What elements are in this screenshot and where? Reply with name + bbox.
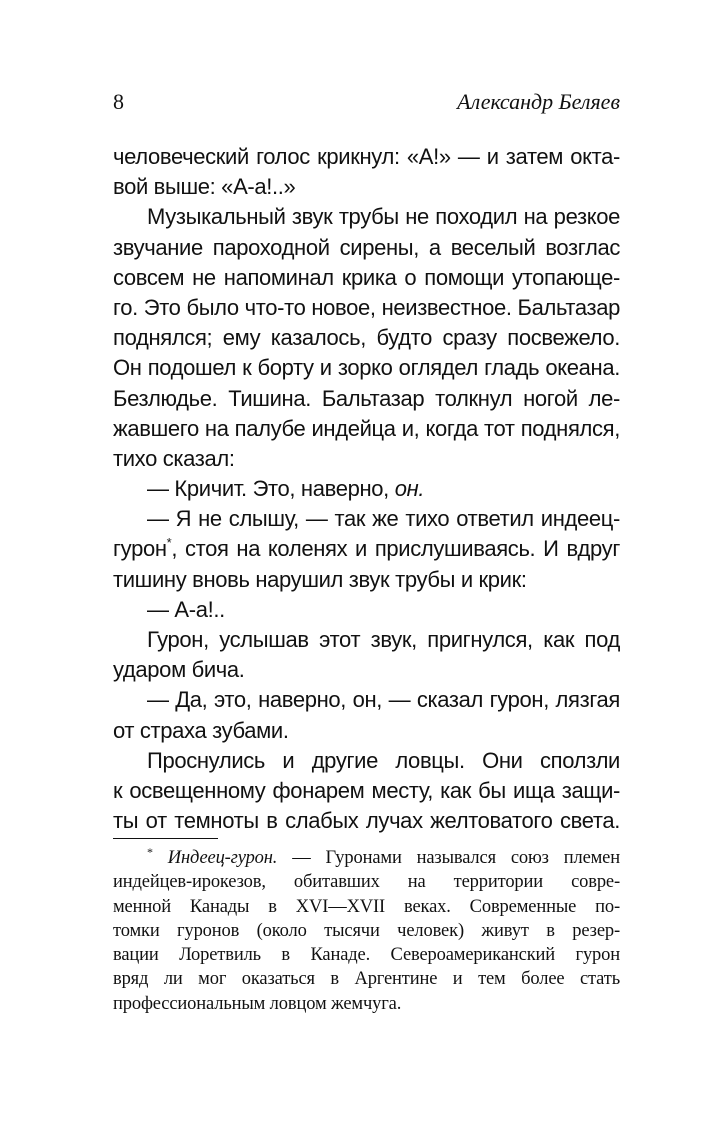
text-line: человеческий голос крикнул: «А!» — и затем окта- (113, 144, 620, 169)
text-line: — Да, это, наверно, он, — сказал гурон, лязгая (147, 687, 620, 713)
text-line: совсем не напоминал крика о помощи утопающе- (113, 264, 620, 290)
footnote-line: профессиональным ловцом жемчуга. (113, 993, 402, 1014)
text-line: вой выше: «А-а!..» (113, 174, 296, 200)
text-line: Музыкальный звук трубы не походил на резкое (147, 204, 620, 230)
footnote-line: вации Лоретвиль в Канаде. Североамериканский гурон (113, 945, 620, 966)
text-line: — Я не слышу, — так же тихо ответил индеец- (147, 506, 620, 532)
dialogue-text: — Кричит. Это, наверно, (147, 476, 389, 502)
text-line: ударом бича. (113, 657, 245, 683)
text-line (113, 534, 620, 564)
footnote-term: Индеец-гурон. (167, 848, 278, 868)
footnote-reference: * (166, 535, 172, 551)
footnote-text: — Гуронами назывался союз племен (277, 848, 620, 868)
text-line: тишину вновь нарушил звук трубы и крик: (113, 566, 527, 592)
main-text (113, 142, 620, 836)
footnote-line: индейцев-ирокезов, обитавших на территории совре- (113, 872, 620, 893)
text-line: от страха зубами. (113, 717, 289, 743)
text-line: звучание пароходной сирены, а веселый возглас (113, 234, 620, 260)
text-line (113, 474, 620, 504)
footnote-line: менной Канады в XVI—XVII веках. Современные по- (113, 896, 620, 917)
footnote-line (113, 846, 620, 870)
footnote-mark: * (147, 845, 153, 859)
footnote-separator (113, 838, 218, 839)
page-number: 8 (113, 89, 124, 114)
footnote (113, 846, 620, 1016)
text-line: ты от темноты в слабых лучах желтоватого света. (113, 808, 620, 834)
footnote-line: томки гуронов (около тысячи человек) живут в резер- (113, 920, 620, 941)
text-line: — А-а!.. (147, 596, 225, 622)
text-line: Он подошел к борту и зорко оглядел гладь океана. (113, 355, 620, 381)
text-fragment: , стоя на коленях и прислушиваясь. И вдруг (171, 536, 620, 562)
text-line: го. Это было что-то новое, неизвестное. Бальтазар (113, 294, 620, 320)
running-head-author: Александр Беляев (457, 89, 620, 114)
text-line: Безлюдье. Тишина. Бальтазар толкнул ногой ле- (113, 385, 620, 411)
text-line: поднялся; ему казалось, будто сразу посвежело. (113, 325, 620, 351)
text-line: к освещенному фонарем месту, как бы ища защи- (113, 777, 620, 803)
text-line: тихо сказал: (113, 445, 235, 471)
text-line: жавшего на палубе индейца и, когда тот поднялся, (113, 415, 620, 441)
text-fragment: гурон (113, 536, 167, 562)
emphasis-text: он. (394, 476, 425, 502)
text-line: Проснулись и другие ловцы. Они сползли (147, 747, 620, 773)
page-header (113, 89, 620, 119)
footnote-line: вряд ли мог оказаться в Аргентине и тем более стать (113, 969, 620, 990)
text-line: Гурон, услышав этот звук, пригнулся, как под (147, 627, 620, 652)
